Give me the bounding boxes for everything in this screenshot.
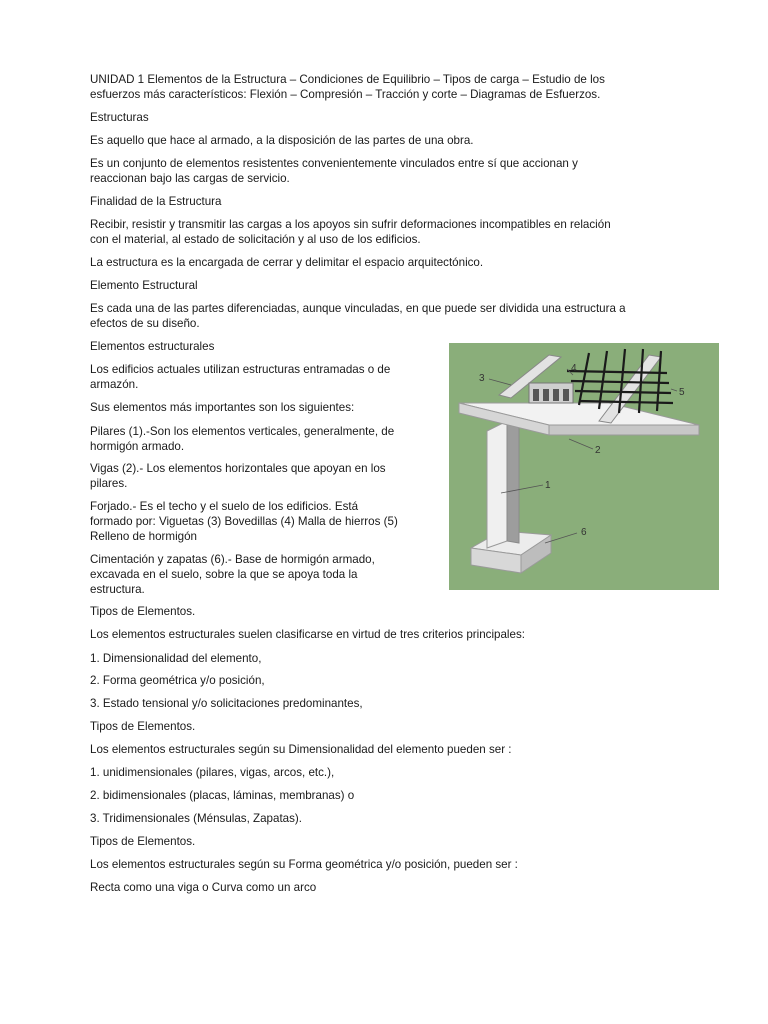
elementos-importantes: Sus elementos más importantes son los siguientes: [90,401,355,414]
estructuras-paragraph-2-line-1: Es un conjunto de elementos resistentes convenientemente vinculados entre sí que accionan y [90,157,578,170]
label-5: 5 [679,387,685,398]
dimension-1: 1. unidimensionales (pilares, vigas, arcos, etc.), [90,766,335,779]
cimentacion-line-3: estructura. [90,583,145,596]
heading-elemento-estructural: Elemento Estructural [90,279,198,292]
vigas-line-1: Vigas (2).- Los elementos horizontales que apoyan en los [90,462,386,475]
pilares-line-2: hormigón armado. [90,440,185,453]
dimension-2: 2. bidimensionales (placas, láminas, membranas) o [90,789,355,802]
column-front [487,421,507,548]
estructuras-paragraph-1: Es aquello que hace al armado, a la disposición de las partes de una obra. [90,134,474,147]
label-6: 6 [581,527,587,538]
label-2: 2 [595,445,601,456]
column-side [507,421,519,543]
forjado-line-2: formado por: Viguetas (3) Bovedillas (4) Malla de hierros (5) [90,515,398,528]
edificios-line-2: armazón. [90,378,139,391]
heading-finalidad: Finalidad de la Estructura [90,195,222,208]
estructuras-paragraph-2-line-2: reaccionan bajo las cargas de servicio. [90,172,290,185]
finalidad-paragraph-1-line-2: con el material, al estado de solicitación y al uso de los edificios. [90,233,421,246]
cimentacion-line-2: excavada en el suelo, sobre la que se apoya toda la [90,568,358,581]
heading-tipos-3: Tipos de Elementos. [90,835,196,848]
label-4: 4 [571,363,577,374]
pilares-line-1: Pilares (1).-Son los elementos verticales, generalmente, de [90,425,395,438]
structure-illustration [449,343,719,590]
forjado-line-1: Forjado.- Es el techo y el suelo de los edificios. Está [90,500,359,513]
label-3: 3 [479,373,485,384]
dimensionalidad-intro: Los elementos estructurales según su Dimensionalidad del elemento pueden ser : [90,743,512,756]
block-hole-2 [543,389,549,401]
dimension-3: 3. Tridimensionales (Ménsulas, Zapatas). [90,812,302,825]
heading-estructuras: Estructuras [90,111,149,124]
edificios-line-1: Los edificios actuales utilizan estructuras entramadas o de [90,363,391,376]
tipos-intro: Los elementos estructurales suelen clasificarse en virtud de tres criterios principales: [90,628,525,641]
elemento-estructural-line-1: Es cada una de las partes diferenciadas, aunque vinculadas, en que puede ser dividida una estructura a [90,302,626,315]
block-hole-4 [563,389,569,401]
heading-elementos-estructurales: Elementos estructurales [90,340,215,353]
vigas-line-2: pilares. [90,477,128,490]
forjado-line-3: Relleno de hormigón [90,530,197,543]
cimentacion-line-1: Cimentación y zapatas (6).- Base de hormigón armado, [90,553,375,566]
block-hole-3 [553,389,559,401]
elemento-estructural-line-2: efectos de su diseño. [90,317,200,330]
criterio-3: 3. Estado tensional y/o solicitaciones predominantes, [90,697,363,710]
beam-side [549,425,699,435]
finalidad-paragraph-2: La estructura es la encargada de cerrar y delimitar el espacio arquitectónico. [90,256,484,269]
criterio-2: 2. Forma geométrica y/o posición, [90,674,265,687]
forma-1: Recta como una viga o Curva como un arco [90,881,317,894]
structure-diagram [449,343,719,590]
title-line-1: UNIDAD 1 Elementos de la Estructura – Condiciones de Equilibrio – Tipos de carga – Estudio de los [90,73,605,86]
criterio-1: 1. Dimensionalidad del elemento, [90,652,262,665]
heading-tipos-2: Tipos de Elementos. [90,720,196,733]
block-hole-1 [533,389,539,401]
label-1: 1 [545,480,551,491]
heading-tipos-1: Tipos de Elementos. [90,605,196,618]
forma-intro: Los elementos estructurales según su Forma geométrica y/o posición, pueden ser : [90,858,518,871]
title-line-2: esfuerzos más característicos: Flexión – Compresión – Tracción y corte – Diagramas de Esfuerzos. [90,88,601,101]
finalidad-paragraph-1-line-1: Recibir, resistir y transmitir las cargas a los apoyos sin sufrir deformaciones incompatibles en relación [90,218,611,231]
